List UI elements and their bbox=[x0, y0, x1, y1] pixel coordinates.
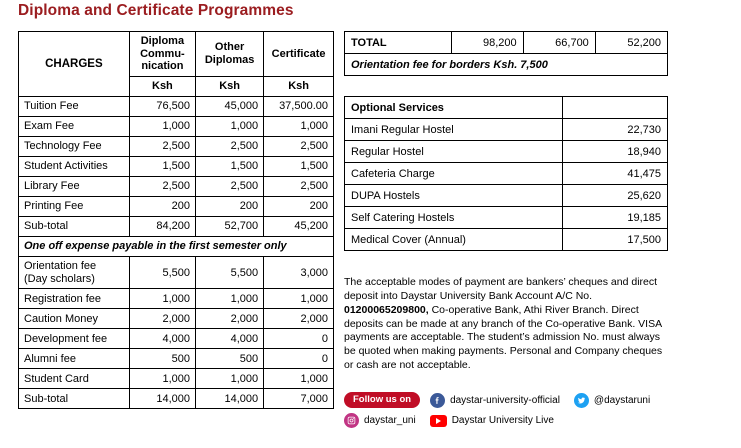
service-value: 19,185 bbox=[563, 207, 668, 229]
orientation-note: Orientation fee for borders Ksh. 7,500 bbox=[345, 54, 668, 76]
table-row bbox=[19, 349, 334, 369]
row-label: Student Activities bbox=[19, 156, 130, 176]
row-label: Library Fee bbox=[19, 176, 130, 196]
youtube-icon[interactable] bbox=[430, 415, 447, 427]
row-label: Caution Money bbox=[19, 309, 130, 329]
row-value: 45,000 bbox=[196, 96, 264, 116]
row-value: 2,500 bbox=[196, 136, 264, 156]
table-row bbox=[19, 96, 334, 116]
optional-header: Optional Services bbox=[345, 97, 563, 119]
currency-col3: Ksh bbox=[264, 76, 334, 96]
row-value: 2,500 bbox=[129, 136, 195, 156]
row-value: 1,000 bbox=[264, 289, 334, 309]
row-value: 1,500 bbox=[196, 156, 264, 176]
row-value: 76,500 bbox=[129, 96, 195, 116]
row-value: 84,200 bbox=[129, 216, 195, 236]
row-value: 52,700 bbox=[196, 216, 264, 236]
row-value: 2,000 bbox=[196, 309, 264, 329]
row-label: Technology Fee bbox=[19, 136, 130, 156]
service-value: 17,500 bbox=[563, 229, 668, 251]
header-diploma-communication bbox=[129, 32, 195, 77]
optional-header-value bbox=[563, 97, 668, 119]
row-value: 200 bbox=[196, 196, 264, 216]
row-label bbox=[19, 256, 130, 288]
row-value: 7,000 bbox=[264, 389, 334, 409]
row-value: 14,000 bbox=[129, 389, 195, 409]
social-row-primary bbox=[344, 392, 684, 408]
service-name: Regular Hostel bbox=[345, 141, 563, 163]
row-value: 37,500.00 bbox=[264, 96, 334, 116]
page-title: Diploma and Certificate Programmes bbox=[18, 2, 294, 19]
total-table bbox=[344, 31, 668, 76]
row-value: 1,000 bbox=[129, 116, 195, 136]
total-value: 52,200 bbox=[595, 32, 667, 54]
row-label: Registration fee bbox=[19, 289, 130, 309]
row-value: 1,000 bbox=[196, 289, 264, 309]
header-other-diplomas bbox=[196, 32, 264, 77]
row-label: Development fee bbox=[19, 329, 130, 349]
service-name: Self Catering Hostels bbox=[345, 207, 563, 229]
row-value: 3,000 bbox=[264, 256, 334, 288]
row-value: 1,000 bbox=[196, 116, 264, 136]
table-row bbox=[345, 207, 668, 229]
row-value: 45,200 bbox=[264, 216, 334, 236]
row-value: 2,500 bbox=[196, 176, 264, 196]
table-row bbox=[19, 196, 334, 216]
instagram-handle[interactable]: daystar_uni bbox=[364, 415, 416, 426]
row-value: 4,000 bbox=[129, 329, 195, 349]
table-row bbox=[19, 156, 334, 176]
total-value: 98,200 bbox=[451, 32, 523, 54]
table-header-row bbox=[19, 32, 334, 77]
row-value: 500 bbox=[196, 349, 264, 369]
row-value: 5,500 bbox=[129, 256, 195, 288]
row-label: Alumni fee bbox=[19, 349, 130, 369]
total-value: 66,700 bbox=[523, 32, 595, 54]
optional-services-table bbox=[344, 96, 668, 251]
table-row bbox=[345, 163, 668, 185]
row-label: Sub-total bbox=[19, 389, 130, 409]
youtube-badge bbox=[430, 415, 447, 427]
header-line: Commu- bbox=[140, 47, 185, 60]
table-row bbox=[19, 256, 334, 288]
facebook-handle[interactable]: daystar-university-official bbox=[450, 394, 560, 406]
table-row bbox=[345, 185, 668, 207]
row-label: Sub-total bbox=[19, 216, 130, 236]
row-value: 2,500 bbox=[129, 176, 195, 196]
social-bar bbox=[344, 392, 684, 433]
service-value: 41,475 bbox=[563, 163, 668, 185]
row-value: 1,000 bbox=[264, 369, 334, 389]
table-row-subtotal bbox=[19, 389, 334, 409]
row-label: Printing Fee bbox=[19, 196, 130, 216]
instagram-icon[interactable] bbox=[344, 413, 359, 428]
row-value: 0 bbox=[264, 329, 334, 349]
row-value: 1,000 bbox=[129, 289, 195, 309]
optional-header-row bbox=[345, 97, 668, 119]
header-charges: CHARGES bbox=[19, 32, 130, 97]
twitter-handle[interactable]: @daystaruni bbox=[593, 394, 651, 406]
table-row bbox=[19, 136, 334, 156]
payment-text-part2: Co-operative Bank, Athi River Branch. Direct deposits can be made at any branch of the Co-operative Bank. VISA payments are acceptable. The student’s admission No. must always be quoted when making payments. Personal and Company cheques or cash are not acceptable. bbox=[344, 303, 663, 372]
row-value: 4,000 bbox=[196, 329, 264, 349]
facebook-icon[interactable] bbox=[430, 393, 445, 408]
row-value: 1,000 bbox=[264, 116, 334, 136]
row-value: 2,000 bbox=[129, 309, 195, 329]
row-value: 14,000 bbox=[196, 389, 264, 409]
row-label: Student Card bbox=[19, 369, 130, 389]
table-row-subtotal bbox=[19, 216, 334, 236]
table-row bbox=[19, 176, 334, 196]
service-value: 25,620 bbox=[563, 185, 668, 207]
total-label: TOTAL bbox=[345, 32, 452, 54]
header-line: nication bbox=[141, 60, 184, 73]
table-row bbox=[19, 116, 334, 136]
row-value: 0 bbox=[264, 349, 334, 369]
row-value: 500 bbox=[129, 349, 195, 369]
row-label-line: (Day scholars) bbox=[24, 272, 95, 285]
row-value: 2,500 bbox=[264, 136, 334, 156]
table-row bbox=[19, 369, 334, 389]
table-row bbox=[19, 329, 334, 349]
header-line: Diplomas bbox=[204, 53, 255, 66]
fees-table bbox=[18, 31, 334, 409]
table-row bbox=[19, 289, 334, 309]
service-name: Cafeteria Charge bbox=[345, 163, 563, 185]
header-line: Diploma bbox=[140, 35, 185, 47]
play-triangle-icon bbox=[436, 418, 441, 424]
currency-col1: Ksh bbox=[129, 76, 195, 96]
row-value: 200 bbox=[264, 196, 334, 216]
row-value: 2,500 bbox=[264, 176, 334, 196]
total-row bbox=[345, 32, 668, 54]
section-note-row bbox=[19, 236, 334, 256]
bank-account-number: 01200065209800, bbox=[344, 303, 429, 316]
header-certificate: Certificate bbox=[264, 32, 334, 77]
payment-instructions bbox=[344, 276, 674, 373]
row-value: 1,500 bbox=[264, 156, 334, 176]
row-label: Exam Fee bbox=[19, 116, 130, 136]
social-row-secondary bbox=[344, 413, 684, 428]
service-name: Medical Cover (Annual) bbox=[345, 229, 563, 251]
table-row bbox=[345, 141, 668, 163]
section-note: One off expense payable in the first semester only bbox=[19, 236, 334, 256]
row-value: 5,500 bbox=[196, 256, 264, 288]
service-name: Imani Regular Hostel bbox=[345, 119, 563, 141]
table-row bbox=[345, 229, 668, 251]
row-value: 200 bbox=[129, 196, 195, 216]
table-row bbox=[19, 309, 334, 329]
service-value: 18,940 bbox=[563, 141, 668, 163]
service-name: DUPA Hostels bbox=[345, 185, 563, 207]
row-value: 1,000 bbox=[196, 369, 264, 389]
youtube-handle[interactable]: Daystar University Live bbox=[451, 415, 554, 426]
header-line: Other bbox=[214, 41, 245, 54]
payment-text-part1: The acceptable modes of payment are bankers’ cheques and direct deposit into Daystar University Bank Account A/C No. bbox=[344, 276, 658, 302]
currency-col2: Ksh bbox=[196, 76, 264, 96]
follow-us-label: Follow us on bbox=[344, 392, 420, 408]
row-label-line: Orientation fee bbox=[24, 259, 97, 272]
row-value: 2,000 bbox=[264, 309, 334, 329]
table-row bbox=[345, 119, 668, 141]
row-value: 1,000 bbox=[129, 369, 195, 389]
row-value: 1,500 bbox=[129, 156, 195, 176]
service-value: 22,730 bbox=[563, 119, 668, 141]
row-label: Tuition Fee bbox=[19, 96, 130, 116]
orientation-note-row bbox=[345, 54, 668, 76]
twitter-icon[interactable] bbox=[574, 393, 589, 408]
